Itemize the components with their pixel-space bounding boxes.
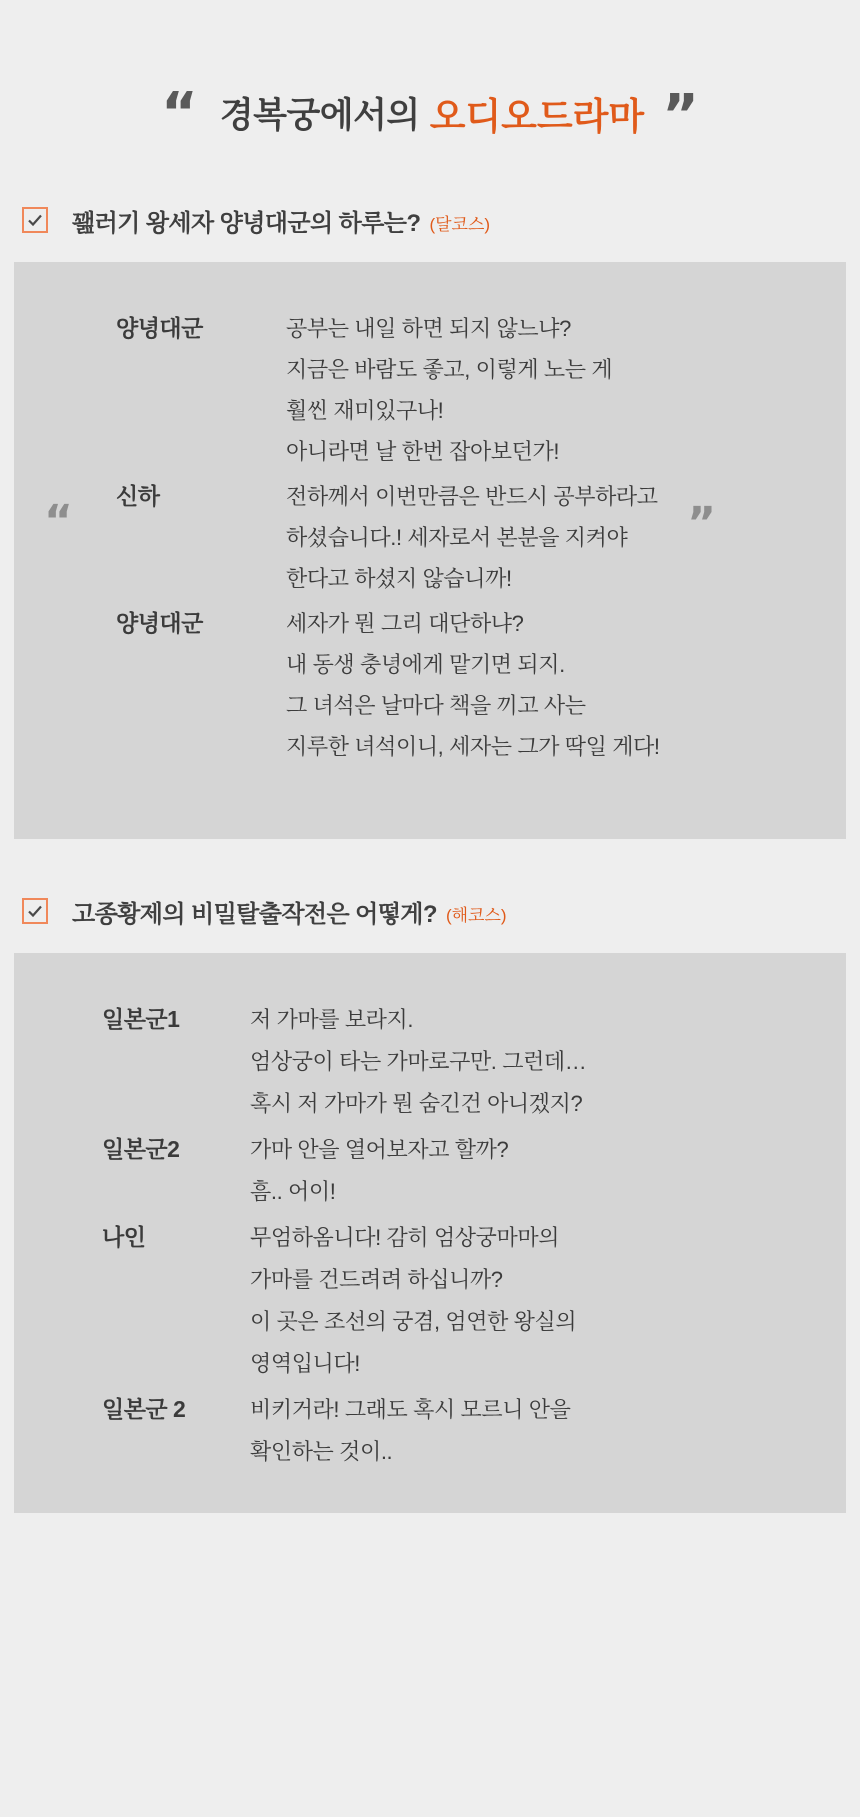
dialogue-line: 훨씬 재미있구나! <box>286 398 444 423</box>
dialogue-speaker: 일본군1 <box>102 1006 180 1032</box>
quote-open-icon: “ <box>161 81 198 146</box>
page-title <box>0 0 860 190</box>
section-spacer <box>0 845 860 881</box>
title-accent-text: 오디오드라마 <box>429 96 645 137</box>
section-2-heading <box>0 881 860 941</box>
dialogue-line: 내 동생 충녕에게 맡기면 되지. <box>286 652 565 677</box>
dialogue-row <box>116 308 806 472</box>
dialogue-speaker: 일본군 2 <box>102 1396 186 1422</box>
dialogue-speaker: 양녕대군 <box>116 315 203 341</box>
dialogue-line: 무엄하옴니다! 감히 엄상궁마마의 <box>250 1225 560 1250</box>
dialogue-line: 확인하는 것이.. <box>250 1439 393 1464</box>
dialogue-line: 지금은 바람도 좋고, 이렇게 노는 게 <box>286 357 613 382</box>
dialogue-line: 저 가마를 보라지. <box>250 1007 414 1032</box>
panel-quote-open-icon: “ <box>44 496 73 547</box>
dialogue-row <box>116 603 806 767</box>
dialogue-lines <box>250 1389 806 1473</box>
dialogue-row <box>102 999 806 1125</box>
dialogue-line: 가마를 건드려려 하십니까? <box>250 1267 503 1292</box>
dialogue-list-2 <box>102 999 806 1473</box>
dialogue-line: 가마 안을 열어보자고 할까? <box>250 1137 509 1162</box>
dialogue-speaker: 신하 <box>116 483 160 509</box>
dialogue-line: 공부는 내일 하면 되지 않느냐? <box>286 316 571 341</box>
dialogue-lines <box>250 1129 806 1213</box>
dialogue-row <box>102 1217 806 1385</box>
checkbox-checked-icon <box>22 898 48 924</box>
section-2-tag: (해코스) <box>445 905 507 925</box>
dialogue-line: 하셨습니다.! 세자로서 본분을 지켜야 <box>286 525 628 550</box>
dialogue-speaker: 일본군2 <box>102 1136 180 1162</box>
dialogue-line: 이 곳은 조선의 궁겸, 엄연한 왕실의 <box>250 1309 577 1334</box>
section-audio-drama-2 <box>0 881 860 1513</box>
panel-quote-close-icon: ” <box>687 498 716 549</box>
dialogue-speaker: 양녕대군 <box>116 610 203 636</box>
dialogue-lines <box>250 999 806 1125</box>
dialogue-line: 세자가 뭔 그리 대단하냐? <box>286 611 524 636</box>
dialogue-lines <box>286 308 806 472</box>
dialogue-line: 지루한 녀석이니, 세자는 그가 딱일 게다! <box>286 734 660 759</box>
dialogue-line: 아니라면 날 한번 잡아보던가! <box>286 439 560 464</box>
dialogue-line: 영역입니다! <box>250 1351 360 1376</box>
dialogue-panel-2 <box>14 953 846 1513</box>
dialogue-line: 한다고 하셨지 않습니까! <box>286 566 512 591</box>
section-2-title: 고종황제의 비밀탈출작전은 어떻게? <box>72 900 437 928</box>
title-lead-text: 경복궁에서의 <box>219 96 420 135</box>
dialogue-line: 엄상궁이 타는 가마로구만. 그런데… <box>250 1049 587 1074</box>
title-inner <box>161 81 699 148</box>
section-1-heading <box>0 190 860 250</box>
section-1-tag: (달코스) <box>429 214 491 234</box>
dialogue-lines <box>250 1217 806 1385</box>
dialogue-line: 혹시 저 가마가 뭔 숨긴건 아니겠지? <box>250 1091 583 1116</box>
section-audio-drama-1 <box>0 190 860 839</box>
dialogue-line: 비키거라! 그래도 혹시 모르니 안을 <box>250 1397 571 1422</box>
checkbox-checked-icon <box>22 207 48 233</box>
dialogue-speaker: 나인 <box>102 1224 146 1250</box>
dialogue-line: 흠.. 어이! <box>250 1179 336 1204</box>
dialogue-row <box>102 1389 806 1473</box>
dialogue-panel-1 <box>14 262 846 839</box>
dialogue-line: 전하께서 이번만큼은 반드시 공부하라고 <box>286 484 658 509</box>
dialogue-row <box>102 1129 806 1213</box>
dialogue-lines <box>286 476 806 599</box>
dialogue-line: 그 녀석은 날마다 책을 끼고 사는 <box>286 693 586 718</box>
dialogue-lines <box>286 603 806 767</box>
section-1-title: 꽲러기 왕세자 양녕대군의 하루는? <box>72 209 421 237</box>
quote-close-icon: ” <box>662 83 699 148</box>
